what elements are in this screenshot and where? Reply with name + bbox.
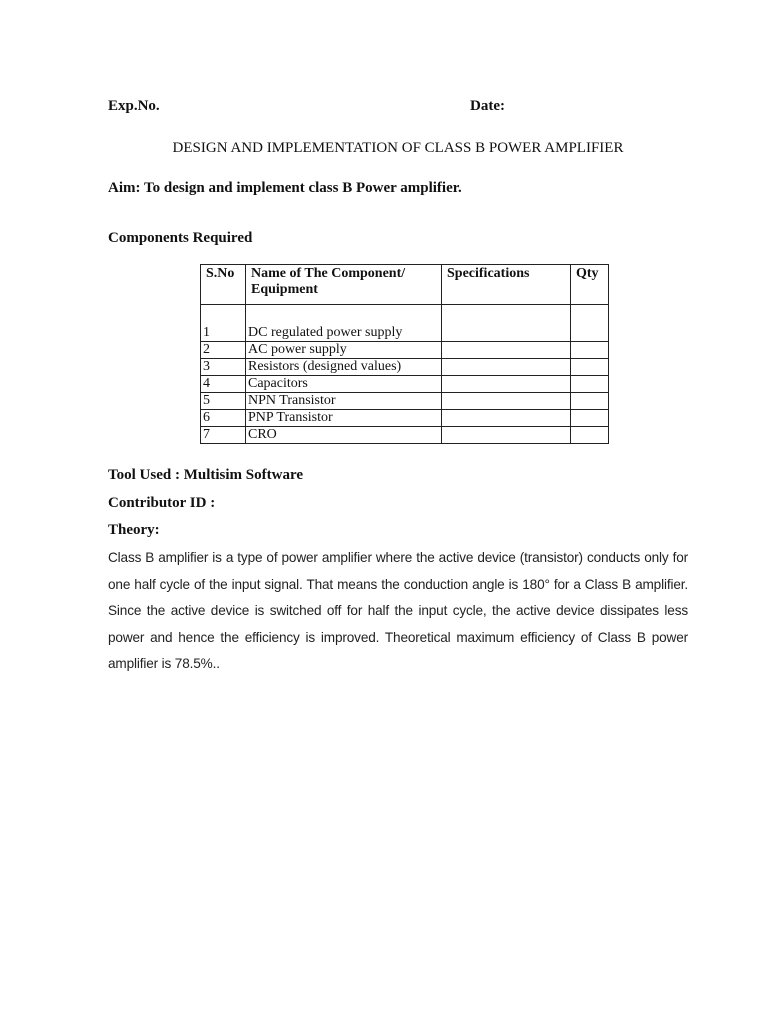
cell-qty: [571, 305, 609, 342]
cell-component-name: NPN Transistor: [246, 393, 442, 410]
components-heading: Components Required: [108, 230, 253, 246]
cell-specifications: [442, 427, 571, 444]
cell-sno: 7: [201, 427, 246, 444]
cell-sno: 6: [201, 410, 246, 427]
table-row: [201, 359, 609, 376]
cell-sno: 2: [201, 342, 246, 359]
table-row: [201, 393, 609, 410]
header-specifications: Specifications: [442, 265, 571, 305]
aim-statement: Aim: To design and implement class B Power amplifier.: [108, 180, 462, 196]
cell-qty: [571, 342, 609, 359]
cell-qty: [571, 427, 609, 444]
cell-specifications: [442, 359, 571, 376]
header-component-name: [246, 265, 442, 305]
cell-component-name: Capacitors: [246, 376, 442, 393]
table-row: [201, 376, 609, 393]
theory-paragraph: Class B amplifier is a type of power amplifier where the active device (transistor) conducts only for one half cycle of the input signal. That means the conduction angle is 180° for a Class B amplifier. Since the active device is switched off for half the input cycle, the active device dissipates less power and hence the efficiency is improved. Theoretical maximum efficiency of Class B power amplifier is 78.5%..: [108, 550, 688, 671]
document-title: DESIGN AND IMPLEMENTATION OF CLASS B POWER AMPLIFIER: [172, 140, 624, 156]
cell-component-name: AC power supply: [246, 342, 442, 359]
cell-qty: [571, 359, 609, 376]
table-row: [201, 342, 609, 359]
cell-specifications: [442, 393, 571, 410]
table-row: [201, 305, 609, 342]
cell-sno: 5: [201, 393, 246, 410]
cell-component-name: Resistors (designed values): [246, 359, 442, 376]
theory-heading: Theory:: [108, 522, 160, 538]
cell-specifications: [442, 410, 571, 427]
cell-component-name: DC regulated power supply: [246, 305, 442, 342]
cell-component-name: PNP Transistor: [246, 410, 442, 427]
exp-no-label: Exp.No.: [108, 98, 160, 114]
cell-qty: [571, 393, 609, 410]
table-row: [201, 427, 609, 444]
contributor-id-line: Contributor ID :: [108, 495, 216, 511]
table-row: [201, 410, 609, 427]
cell-qty: [571, 376, 609, 393]
header-component-name-line2: Equipment: [251, 282, 318, 297]
components-table: [200, 264, 609, 444]
cell-sno: 3: [201, 359, 246, 376]
cell-specifications: [442, 305, 571, 342]
cell-sno: 1: [201, 305, 246, 342]
header-qty: Qty: [571, 265, 609, 305]
table-header-row: [201, 265, 609, 305]
cell-sno: 4: [201, 376, 246, 393]
cell-component-name: CRO: [246, 427, 442, 444]
cell-specifications: [442, 342, 571, 359]
header-component-name-line1: Name of The Component/: [251, 266, 406, 281]
header-sno: S.No: [201, 265, 246, 305]
cell-qty: [571, 410, 609, 427]
date-label: Date:: [470, 98, 505, 114]
tool-used-line: Tool Used : Multisim Software: [108, 467, 303, 483]
cell-specifications: [442, 376, 571, 393]
